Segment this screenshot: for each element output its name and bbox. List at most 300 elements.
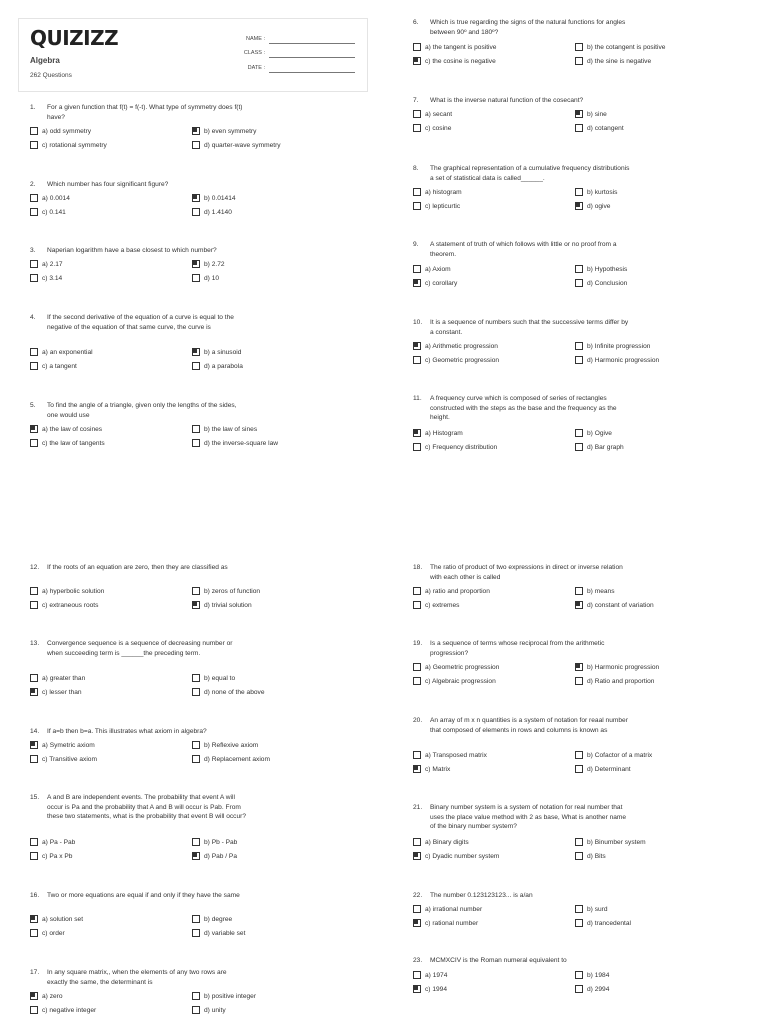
answer-option[interactable] xyxy=(192,674,235,682)
question-number: 14. xyxy=(30,728,40,735)
checkbox-icon[interactable] xyxy=(413,110,421,118)
answer-option-label: d) Determinant xyxy=(587,765,631,773)
answer-option[interactable] xyxy=(575,601,654,609)
answer-option[interactable] xyxy=(575,356,659,364)
checkbox-icon[interactable] xyxy=(413,751,421,759)
answer-option[interactable] xyxy=(192,838,237,846)
checkbox-icon[interactable] xyxy=(575,838,583,846)
question-prompt: Which is true regarding the signs of the natural functions for angles between 90º and 180º? xyxy=(430,19,626,36)
question-number: 17. xyxy=(30,969,40,976)
checkbox-icon[interactable] xyxy=(413,663,421,671)
answer-option[interactable] xyxy=(30,141,107,149)
checkbox-icon[interactable] xyxy=(575,124,583,132)
checkbox-icon[interactable] xyxy=(192,755,200,763)
answer-option-label: a) zero xyxy=(42,992,63,1000)
checkbox-icon[interactable] xyxy=(30,587,38,595)
answer-option[interactable] xyxy=(192,425,257,433)
answer-option[interactable] xyxy=(30,362,77,370)
answer-option-label: b) Infinite progression xyxy=(587,342,651,350)
answer-option[interactable] xyxy=(192,915,232,923)
answer-option-label: a) the tangent is positive xyxy=(425,43,497,51)
answer-option[interactable] xyxy=(413,985,447,993)
question-prompt: Which number has four significant figure? xyxy=(47,181,169,188)
answer-option-label: d) Replacement axiom xyxy=(204,755,270,763)
checked-checkbox-icon[interactable] xyxy=(192,194,200,202)
question-text xyxy=(30,891,247,901)
checkbox-icon[interactable] xyxy=(575,57,583,65)
answer-option[interactable] xyxy=(413,124,451,132)
question-prompt: A statement of truth of which follows with little or no proof from a theorem. xyxy=(430,241,617,258)
answer-option[interactable] xyxy=(575,110,607,118)
question-number: 13. xyxy=(30,640,40,647)
question-block xyxy=(413,563,654,609)
checkbox-icon[interactable] xyxy=(192,141,200,149)
worksheet-header xyxy=(18,18,368,92)
checked-checkbox-icon[interactable] xyxy=(575,202,583,210)
answer-option-label: b) means xyxy=(587,587,615,595)
answer-option[interactable] xyxy=(413,751,487,759)
question-text xyxy=(30,103,247,122)
answer-option-label: c) a tangent xyxy=(42,362,77,370)
answer-option[interactable] xyxy=(192,208,232,216)
answer-option[interactable] xyxy=(30,1006,96,1014)
answer-option[interactable] xyxy=(30,755,97,763)
answer-option-label: b) Pb - Pab xyxy=(204,838,238,846)
question-number: 15. xyxy=(30,794,40,801)
answer-option-label: a) Binary digits xyxy=(425,838,469,846)
question-number: 4. xyxy=(30,314,36,321)
answer-option-label: a) Histogram xyxy=(425,429,463,437)
answer-option-label: b) a sinusoid xyxy=(204,348,242,356)
question-text xyxy=(413,18,630,37)
answer-option[interactable] xyxy=(192,274,219,282)
checkbox-icon[interactable] xyxy=(192,838,200,846)
question-text xyxy=(413,956,630,966)
answer-option[interactable] xyxy=(413,919,478,927)
checkbox-icon[interactable] xyxy=(575,356,583,364)
answer-option[interactable] xyxy=(30,274,62,282)
question-block xyxy=(30,639,265,696)
answer-option[interactable] xyxy=(575,124,624,132)
checkbox-icon[interactable] xyxy=(30,127,38,135)
question-text xyxy=(30,563,247,573)
checked-checkbox-icon[interactable] xyxy=(413,429,421,437)
answer-option[interactable] xyxy=(413,663,499,671)
checkbox-icon[interactable] xyxy=(30,260,38,268)
checked-checkbox-icon[interactable] xyxy=(575,601,583,609)
checked-checkbox-icon[interactable] xyxy=(30,425,38,433)
checked-checkbox-icon[interactable] xyxy=(413,852,421,860)
checked-checkbox-icon[interactable] xyxy=(413,985,421,993)
question-text xyxy=(413,240,630,259)
answer-option[interactable] xyxy=(575,663,659,671)
answer-option[interactable] xyxy=(413,587,490,595)
answer-option[interactable] xyxy=(30,425,102,433)
checkbox-icon[interactable] xyxy=(575,443,583,451)
answer-option-label: a) 1974 xyxy=(425,971,448,979)
question-prompt: For a given function that f(t) = f(-t). What type of symmetry does f(t) have? xyxy=(47,104,243,121)
question-number: 11. xyxy=(413,395,422,402)
answer-option[interactable] xyxy=(575,429,612,437)
answer-option-label: b) 1984 xyxy=(587,971,610,979)
checkbox-icon[interactable] xyxy=(413,43,421,51)
question-block xyxy=(30,180,247,216)
answer-option-label: b) equal to xyxy=(204,674,236,682)
answer-option-label: a) 2.17 xyxy=(42,260,63,268)
question-prompt: The ratio of product of two expressions in direct or inverse relation with each other is called xyxy=(430,564,623,581)
answer-option-label: d) quarter-wave symmetry xyxy=(204,141,281,149)
subject-title: Algebra xyxy=(30,56,60,65)
checked-checkbox-icon[interactable] xyxy=(30,915,38,923)
answer-option[interactable] xyxy=(575,838,646,846)
answer-option[interactable] xyxy=(192,601,252,609)
answer-option[interactable] xyxy=(30,601,98,609)
answer-option-label: c) extremes xyxy=(425,601,460,609)
checkbox-icon[interactable] xyxy=(192,992,200,1000)
answer-option[interactable] xyxy=(413,188,462,196)
checkbox-icon[interactable] xyxy=(192,362,200,370)
answer-option[interactable] xyxy=(192,587,260,595)
checkbox-icon[interactable] xyxy=(192,915,200,923)
answer-option-label: c) Transitive axiom xyxy=(42,755,97,763)
question-count: 262 Questions xyxy=(30,72,72,79)
answer-option[interactable] xyxy=(192,755,270,763)
checkbox-icon[interactable] xyxy=(30,141,38,149)
checkbox-icon[interactable] xyxy=(30,208,38,216)
checkbox-icon[interactable] xyxy=(413,838,421,846)
checkbox-icon[interactable] xyxy=(192,439,200,447)
checkbox-icon[interactable] xyxy=(575,342,583,350)
question-text xyxy=(413,394,630,423)
answer-option[interactable] xyxy=(192,1006,226,1014)
answer-option-label: a) Axiom xyxy=(425,265,451,273)
checkbox-icon[interactable] xyxy=(30,348,38,356)
question-number: 3. xyxy=(30,247,36,254)
answer-option[interactable] xyxy=(413,110,452,118)
answer-option[interactable] xyxy=(575,985,609,993)
answer-option[interactable] xyxy=(413,677,496,685)
answer-option[interactable] xyxy=(30,348,93,356)
answer-option[interactable] xyxy=(575,265,627,273)
answer-option-label: b) Reflexive axiom xyxy=(204,741,259,749)
answer-option[interactable] xyxy=(413,765,450,773)
checkbox-icon[interactable] xyxy=(192,425,200,433)
question-prompt: If the roots of an equation are zero, then they are classified as xyxy=(47,564,228,571)
question-text xyxy=(30,639,247,658)
answer-option[interactable] xyxy=(575,188,617,196)
question-prompt: It is a sequence of numbers such that the successive terms differ by a constant. xyxy=(430,319,629,336)
answer-option[interactable] xyxy=(575,587,615,595)
answer-option[interactable] xyxy=(30,260,63,268)
checkbox-icon[interactable] xyxy=(30,439,38,447)
checkbox-icon[interactable] xyxy=(575,852,583,860)
answer-option[interactable] xyxy=(413,57,496,65)
answer-option-label: d) Harmonic progression xyxy=(587,356,660,364)
question-text xyxy=(413,803,630,832)
answer-option[interactable] xyxy=(192,929,245,937)
answer-option[interactable] xyxy=(192,852,237,860)
answer-option[interactable] xyxy=(575,852,606,860)
answer-option[interactable] xyxy=(30,194,70,202)
question-number: 22. xyxy=(413,892,423,899)
answer-option[interactable] xyxy=(575,919,631,927)
answer-option[interactable] xyxy=(30,688,82,696)
checkbox-icon[interactable] xyxy=(192,929,200,937)
answer-option[interactable] xyxy=(192,688,265,696)
question-text xyxy=(30,401,247,420)
answer-option[interactable] xyxy=(413,838,469,846)
question-block xyxy=(30,727,270,763)
checkbox-icon[interactable] xyxy=(192,741,200,749)
checkbox-icon[interactable] xyxy=(192,688,200,696)
answer-option-label: c) lesser than xyxy=(42,688,82,696)
answer-option[interactable] xyxy=(192,348,241,356)
checkbox-icon[interactable] xyxy=(30,362,38,370)
question-block xyxy=(413,18,666,65)
answer-option[interactable] xyxy=(575,677,654,685)
answer-option[interactable] xyxy=(413,429,463,437)
answer-option-label: a) irrational number xyxy=(425,905,483,913)
checked-checkbox-icon[interactable] xyxy=(413,765,421,773)
answer-option[interactable] xyxy=(575,751,652,759)
checked-checkbox-icon[interactable] xyxy=(413,57,421,65)
checkbox-icon[interactable] xyxy=(30,1006,38,1014)
answer-option-label: d) 10 xyxy=(204,274,220,282)
answer-option[interactable] xyxy=(575,765,631,773)
answer-option-label: a) 0.0014 xyxy=(42,194,70,202)
checkbox-icon[interactable] xyxy=(575,905,583,913)
checkbox-icon[interactable] xyxy=(575,751,583,759)
answer-option[interactable] xyxy=(413,971,447,979)
checked-checkbox-icon[interactable] xyxy=(413,919,421,927)
answer-option[interactable] xyxy=(575,342,650,350)
checked-checkbox-icon[interactable] xyxy=(575,663,583,671)
question-number: 23. xyxy=(413,957,423,964)
answer-option-label: b) degree xyxy=(204,915,233,923)
answer-option-label: d) a parabola xyxy=(204,362,243,370)
answer-option[interactable] xyxy=(30,992,63,1000)
answer-option-label: c) the law of tangents xyxy=(42,439,105,447)
answer-option[interactable] xyxy=(192,741,258,749)
answer-option-label: a) the law of cosines xyxy=(42,425,103,433)
answer-option[interactable] xyxy=(30,439,105,447)
checkbox-icon[interactable] xyxy=(30,274,38,282)
answer-option[interactable] xyxy=(30,838,75,846)
answer-option[interactable] xyxy=(192,260,225,268)
answer-option[interactable] xyxy=(575,905,608,913)
checkbox-icon[interactable] xyxy=(192,587,200,595)
question-number: 2. xyxy=(30,181,36,188)
answer-option-label: d) the inverse-square law xyxy=(204,439,279,447)
checked-checkbox-icon[interactable] xyxy=(192,127,200,135)
answer-option[interactable] xyxy=(413,279,457,287)
answer-option[interactable] xyxy=(575,43,665,51)
answer-option-label: c) rational number xyxy=(425,919,479,927)
answer-option[interactable] xyxy=(413,601,459,609)
checked-checkbox-icon[interactable] xyxy=(192,601,200,609)
checkbox-icon[interactable] xyxy=(575,677,583,685)
answer-option-label: a) hyperbolic solution xyxy=(42,587,105,595)
answer-option-label: d) variable set xyxy=(204,929,246,937)
question-block xyxy=(30,563,261,609)
answer-option-label: a) an exponential xyxy=(42,348,93,356)
question-prompt: In any square matrix,, when the elements of any two rows are exactly the same, the determinant is xyxy=(47,969,227,986)
checkbox-icon[interactable] xyxy=(575,429,583,437)
checkbox-icon[interactable] xyxy=(575,265,583,273)
checkbox-icon[interactable] xyxy=(30,194,38,202)
question-prompt: A frequency curve which is composed of series of rectangles constructed with the steps as the base and the frequency as the height. xyxy=(430,395,617,421)
checked-checkbox-icon[interactable] xyxy=(30,688,38,696)
checked-checkbox-icon[interactable] xyxy=(413,342,421,350)
checkbox-icon[interactable] xyxy=(575,188,583,196)
checkbox-icon[interactable] xyxy=(413,677,421,685)
checkbox-icon[interactable] xyxy=(413,202,421,210)
answer-option[interactable] xyxy=(413,265,451,273)
question-block xyxy=(30,313,247,370)
question-text xyxy=(413,563,630,582)
checkbox-icon[interactable] xyxy=(192,674,200,682)
question-block xyxy=(30,891,247,937)
answer-option-label: d) cotangent xyxy=(587,124,624,132)
checkbox-icon[interactable] xyxy=(30,852,38,860)
checkbox-icon[interactable] xyxy=(413,443,421,451)
answer-option[interactable] xyxy=(413,202,460,210)
answer-option-label: c) extraneous roots xyxy=(42,601,99,609)
question-text xyxy=(30,180,247,190)
question-number: 20. xyxy=(413,717,423,724)
answer-option[interactable] xyxy=(30,741,95,749)
answer-option-label: c) cosine xyxy=(425,124,452,132)
answer-option[interactable] xyxy=(30,852,72,860)
answer-option-label: c) Frequency distribution xyxy=(425,443,498,451)
answer-option[interactable] xyxy=(413,852,499,860)
question-number: 6. xyxy=(413,19,419,26)
answer-option[interactable] xyxy=(30,915,83,923)
question-prompt: What is the inverse natural function of the cosecant? xyxy=(430,97,584,104)
answer-option-label: c) lepticurtic xyxy=(425,202,461,210)
checkbox-icon[interactable] xyxy=(192,274,200,282)
answer-option-label: d) constant of variation xyxy=(587,601,654,609)
answer-option[interactable] xyxy=(575,202,610,210)
checkbox-icon[interactable] xyxy=(30,838,38,846)
answer-option-label: d) Conclusion xyxy=(587,279,628,287)
checkbox-icon[interactable] xyxy=(192,208,200,216)
checkbox-icon[interactable] xyxy=(413,124,421,132)
answer-option[interactable] xyxy=(413,905,482,913)
answer-option[interactable] xyxy=(575,279,627,287)
question-prompt: An array of m x n quantities is a system of notation for reaal number that composed of elements in rows and columns is known as xyxy=(430,717,628,734)
answer-option[interactable] xyxy=(192,194,236,202)
checkbox-icon[interactable] xyxy=(575,765,583,773)
answer-option[interactable] xyxy=(192,141,281,149)
question-number: 21. xyxy=(413,804,423,811)
question-number: 7. xyxy=(413,97,419,104)
checkbox-icon[interactable] xyxy=(30,674,38,682)
answer-option-label: c) corollary xyxy=(425,279,458,287)
answer-option[interactable] xyxy=(192,127,256,135)
answer-option[interactable] xyxy=(413,342,498,350)
question-number: 12. xyxy=(30,564,40,571)
checked-checkbox-icon[interactable] xyxy=(413,279,421,287)
question-number: 8. xyxy=(413,165,419,172)
answer-option-label: c) order xyxy=(42,929,65,937)
checkbox-icon[interactable] xyxy=(575,43,583,51)
question-text xyxy=(413,891,630,901)
answer-option[interactable] xyxy=(192,992,256,1000)
checkbox-icon[interactable] xyxy=(575,971,583,979)
question-block xyxy=(413,956,630,993)
checked-checkbox-icon[interactable] xyxy=(192,852,200,860)
answer-option-label: a) secant xyxy=(425,110,453,118)
checkbox-icon[interactable] xyxy=(413,601,421,609)
answer-option-label: c) Matrix xyxy=(425,765,451,773)
answer-option[interactable] xyxy=(30,587,104,595)
answer-option-label: a) Arithmetic progression xyxy=(425,342,498,350)
checkbox-icon[interactable] xyxy=(192,1006,200,1014)
question-block xyxy=(30,246,247,282)
answer-option[interactable] xyxy=(30,674,85,682)
answer-option-label: d) Pab / Pa xyxy=(204,852,237,860)
question-number: 10. xyxy=(413,319,423,326)
checkbox-icon[interactable] xyxy=(575,279,583,287)
checkbox-icon[interactable] xyxy=(575,919,583,927)
checked-checkbox-icon[interactable] xyxy=(30,992,38,1000)
answer-option[interactable] xyxy=(413,356,499,364)
question-prompt: Is a sequence of terms whose reciprocal from the arithmetic progression? xyxy=(430,640,605,657)
answer-option[interactable] xyxy=(192,362,243,370)
question-text xyxy=(30,313,247,332)
answer-option[interactable] xyxy=(30,127,91,135)
answer-option-label: c) Algebraic progression xyxy=(425,677,496,685)
checked-checkbox-icon[interactable] xyxy=(30,741,38,749)
answer-option-label: c) 1994 xyxy=(425,985,447,993)
checkbox-icon[interactable] xyxy=(413,356,421,364)
checkbox-icon[interactable] xyxy=(30,929,38,937)
question-block xyxy=(413,394,630,451)
checkbox-icon[interactable] xyxy=(30,601,38,609)
checked-checkbox-icon[interactable] xyxy=(192,348,200,356)
checkbox-icon[interactable] xyxy=(30,755,38,763)
answer-option-label: a) Geometric progression xyxy=(425,663,500,671)
checked-checkbox-icon[interactable] xyxy=(192,260,200,268)
checkbox-icon[interactable] xyxy=(413,905,421,913)
checkbox-icon[interactable] xyxy=(575,587,583,595)
question-block xyxy=(30,103,281,149)
answer-option[interactable] xyxy=(192,439,278,447)
answer-option-label: a) greater than xyxy=(42,674,86,682)
answer-option-label: d) 2994 xyxy=(587,985,610,993)
answer-option[interactable] xyxy=(30,929,65,937)
answer-option[interactable] xyxy=(575,57,651,65)
answer-option-label: a) ratio and proportion xyxy=(425,587,490,595)
answer-option[interactable] xyxy=(30,208,66,216)
answer-option[interactable] xyxy=(413,43,496,51)
question-block xyxy=(413,318,660,364)
answer-option[interactable] xyxy=(413,443,497,451)
question-block xyxy=(413,639,660,685)
quizizz-logo: QUIZIZZ xyxy=(30,26,119,50)
answer-option[interactable] xyxy=(575,971,609,979)
answer-option[interactable] xyxy=(575,443,624,451)
question-block xyxy=(413,96,630,132)
checkbox-icon[interactable] xyxy=(413,188,421,196)
checkbox-icon[interactable] xyxy=(413,971,421,979)
checkbox-icon[interactable] xyxy=(575,985,583,993)
checked-checkbox-icon[interactable] xyxy=(575,110,583,118)
answer-option-label: b) the cotangent is positive xyxy=(587,43,666,51)
checkbox-icon[interactable] xyxy=(413,587,421,595)
checkbox-icon[interactable] xyxy=(413,265,421,273)
